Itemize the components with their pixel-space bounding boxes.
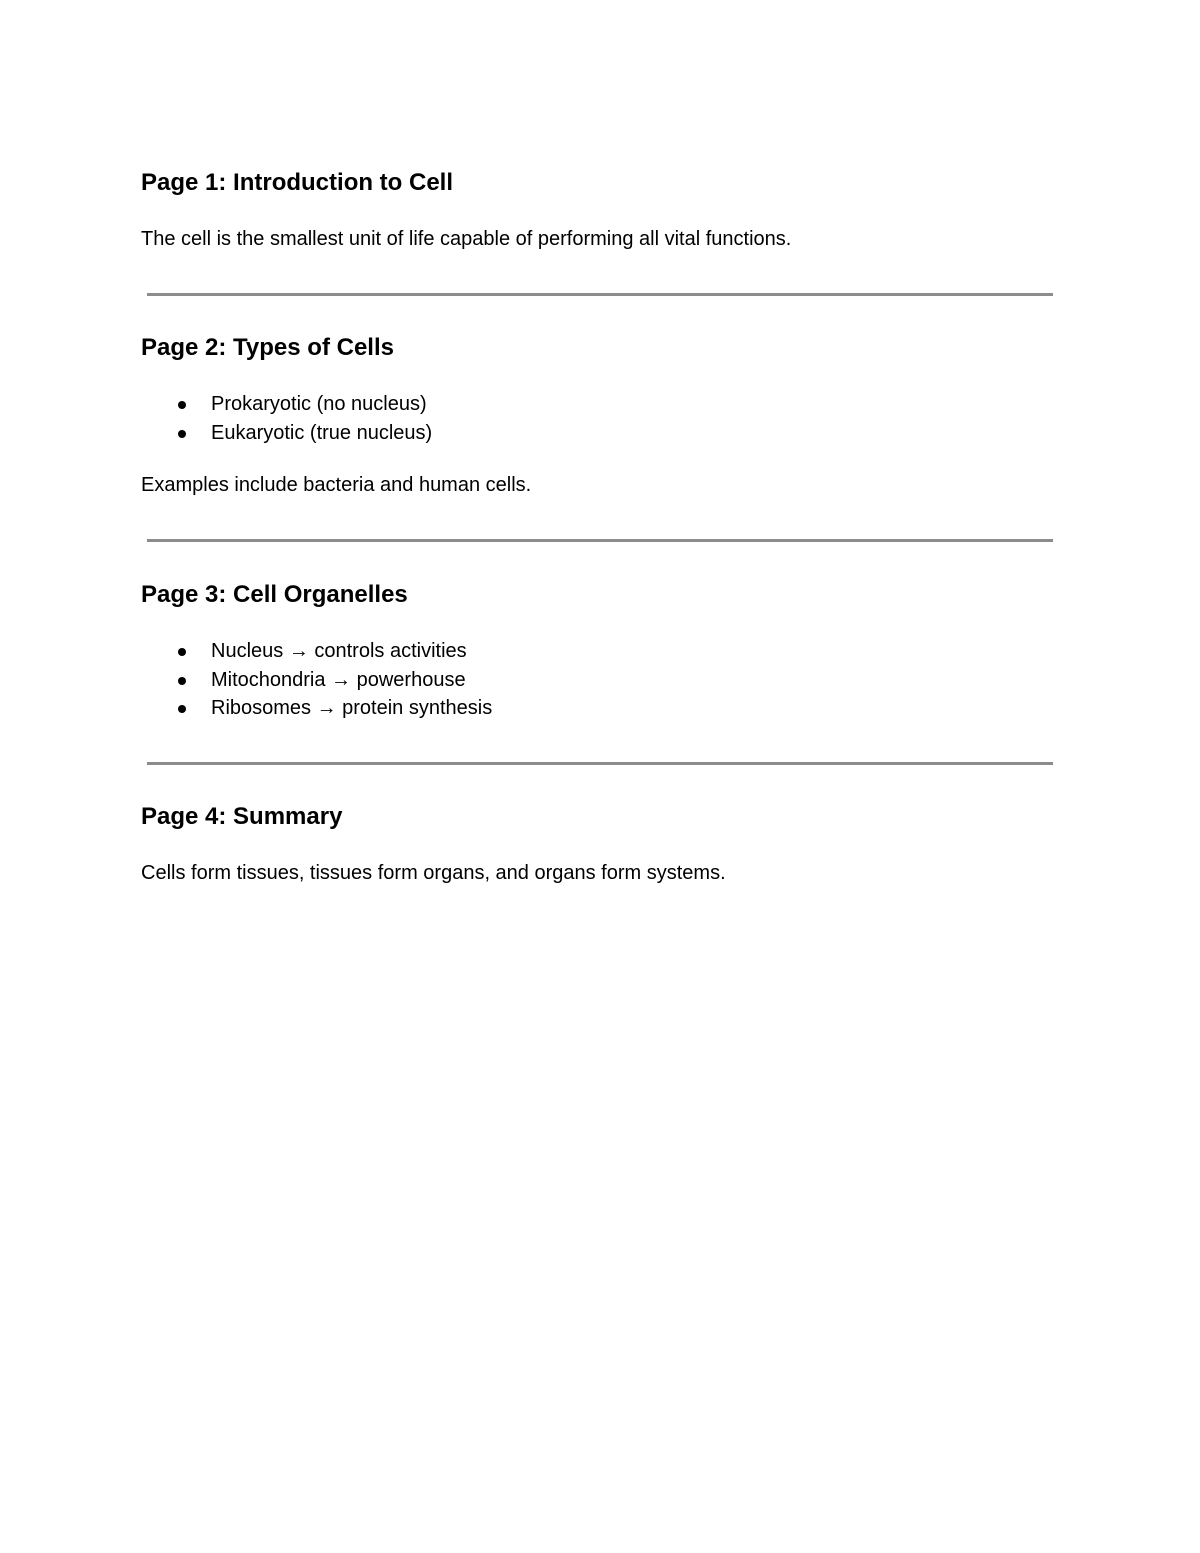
section-1-heading: Page 1: Introduction to Cell [141,169,454,196]
section-4-heading: Page 4: Summary [141,803,343,830]
list-item-text: Eukaryotic (true nucleus) [211,421,433,444]
section-2-paragraph: Examples include bacteria and human cells. [141,474,532,496]
bullet-icon [178,430,186,438]
section-3-heading: Page 3: Cell Organelles [141,581,408,608]
list-item-text: Mitochondria → powerhouse [211,668,466,691]
section-divider [147,293,1053,296]
section-divider [147,762,1053,765]
bullet-icon [178,705,186,713]
list-item-text: Prokaryotic (no nucleus) [211,393,427,415]
bullet-icon [178,677,186,685]
list-item-text: Ribosomes → protein synthesis [211,697,493,719]
bullet-icon [178,401,186,409]
section-2-heading: Page 2: Types of Cells [141,334,394,361]
section-divider [147,539,1053,542]
section-4-paragraph: Cells form tissues, tissues form organs, and organs form systems. [141,862,726,884]
bullet-icon [178,648,186,656]
list-item-text: Nucleus → controls activities [211,640,467,662]
section-1-paragraph: The cell is the smallest unit of life capable of performing all vital functions. [141,228,792,250]
